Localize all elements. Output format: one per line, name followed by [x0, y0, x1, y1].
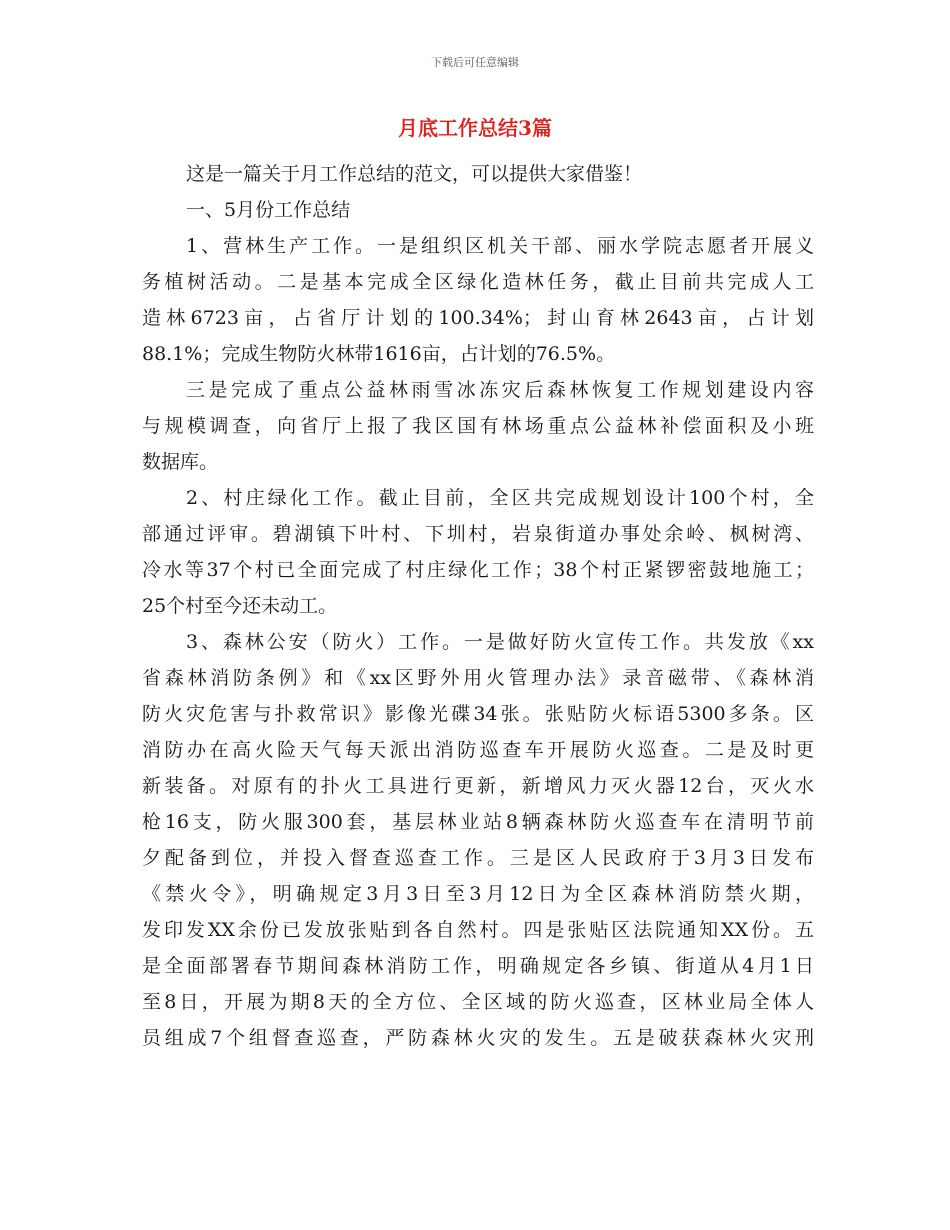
- text-line: 至8日，开展为期8天的全方位、全区域的防火巡查，区林业局全体人: [142, 991, 814, 1013]
- text-line: 夕配备到位，并投入督查巡查工作。三是区人民政府于3月3日发布: [142, 847, 814, 869]
- text-line: 《禁火令》，明确规定3月3日至3月12日为全区森林消防禁火期，: [142, 883, 814, 905]
- text-line: 3、森林公安（防火）工作。一是做好防火宣传工作。共发放《xx: [186, 631, 814, 653]
- text-line: 88.1%；完成生物防火林带1616亩，占计划的76.5%。: [142, 343, 616, 365]
- text-line: 一、5月份工作总结: [186, 199, 351, 221]
- header-note: 下载后可任意编辑: [431, 56, 519, 69]
- text-line: 消防办在高火险天气每天派出消防巡查车开展防火巡查。二是及时更: [142, 739, 814, 761]
- text-line: 员组成7个组督查巡查，严防森林火灾的发生。五是破获森林火灾刑: [142, 1027, 814, 1049]
- text-line: 与规模调查，向省厅上报了我区国有林场重点公益林补偿面积及小班: [142, 415, 814, 437]
- text-line: 1、营林生产工作。一是组织区机关干部、丽水学院志愿者开展义: [186, 235, 814, 257]
- text-line: 发印发XX余份已发放张贴到各自然村。四是张贴区法院通知XX份。五: [142, 919, 814, 941]
- document-title: 月底工作总结3篇: [398, 116, 552, 140]
- text-line: 数据库。: [142, 451, 219, 473]
- text-line: 冷水等37个村已全面完成了村庄绿化工作；38个村正紧锣密鼓地施工；: [142, 559, 814, 581]
- text-line: 三是完成了重点公益林雨雪冰冻灾后森林恢复工作规划建设内容: [186, 379, 814, 401]
- text-line: 新装备。对原有的扑火工具进行更新，新增风力灭火器12台，灭火水: [142, 775, 814, 797]
- text-line: 部通过评审。碧湖镇下叶村、下圳村，岩泉街道办事处余岭、枫树湾、: [142, 523, 814, 545]
- text-line: 枪16支，防火服300套，基层林业站8辆森林防火巡查车在清明节前: [142, 811, 814, 833]
- text-line: 是全面部署春节期间森林消防工作，明确规定各乡镇、街道从4月1日: [142, 955, 814, 977]
- text-line: 造林6723亩，占省厅计划的100.34%；封山育林2643亩，占计划: [142, 307, 814, 329]
- document-body: [142, 156, 814, 1056]
- text-line: 这是一篇关于月工作总结的范文，可以提供大家借鉴！: [186, 163, 643, 185]
- text-line: 2、村庄绿化工作。截止目前，全区共完成规划设计100个村，全: [186, 487, 814, 509]
- text-line: 25个村至今还未动工。: [142, 595, 338, 617]
- text-line: 防火灾危害与扑救常识》影像光碟34张。张贴防火标语5300多条。区: [142, 703, 814, 725]
- text-line: 务植树活动。二是基本完成全区绿化造林任务，截止目前共完成人工: [142, 271, 814, 293]
- text-line: 省森林消防条例》和《xx区野外用火管理办法》录音磁带、《森林消: [142, 667, 814, 689]
